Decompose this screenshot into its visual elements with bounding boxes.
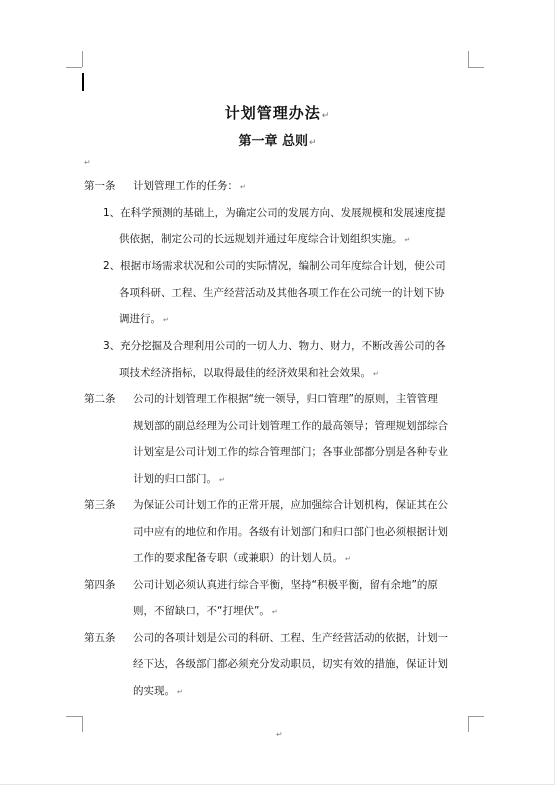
article-label: 第一条: [84, 180, 116, 192]
line-text: 项技术经济指标，以取得最佳的经济效果和社会效果。: [119, 367, 371, 379]
article-line: [119, 286, 445, 300]
footer-paragraph-mark: ↵: [276, 730, 283, 739]
line-text: 2、根据市场需求状况和公司的实际情况，编制公司年度综合计划，使公司: [103, 260, 446, 272]
empty-paragraph-mark: ↵: [84, 158, 91, 167]
paragraph-mark: ↵: [404, 236, 411, 244]
line-text: 公司的计划管理工作根据“统一领导，归口管理”的原则，主管管理: [133, 393, 438, 405]
line-text: 司中应有的地位和作用。各级有计划部门和归口部门也必须根据计划: [133, 526, 448, 538]
text-cursor[interactable]: [82, 73, 84, 91]
line-text: 3、充分挖掘及合理利用公司的一切人力、物力、财力，不断改善公司的各: [103, 340, 446, 352]
article-label: 第三条: [84, 499, 116, 511]
article-line: [119, 312, 169, 327]
article-line: [133, 578, 438, 592]
document-title[interactable]: 计划管理办法↵: [224, 104, 331, 122]
line-text: 则，不留缺口，不“打埋伏”。: [133, 605, 270, 617]
paragraph-mark: ↵: [240, 183, 246, 191]
line-text: 1、在科学预测的基础上，为确定公司的发展方向、发展规模和发展速度提: [103, 207, 446, 219]
line-text: 规划部的副总经理为公司计划管理工作的最高领导；管理规划部综合: [133, 420, 448, 432]
chapter-heading[interactable]: 第一章 总则↵: [238, 134, 317, 149]
line-text: 的实现。: [133, 685, 175, 697]
line-text: 供依据，制定公司的长远规划并通过年度综合计划组织实施。: [119, 233, 403, 245]
paragraph-mark: ↵: [271, 608, 278, 616]
article-line: [133, 419, 448, 433]
article-line: [133, 472, 225, 487]
line-text: 各项科研、工程、生产经营活动及其他各项工作在公司统一的计划下协: [119, 287, 445, 299]
article-line: [103, 259, 446, 273]
line-text: 公司的各项计划是公司的科研、工程、生产经营活动的依据，计划一: [133, 632, 448, 644]
article-line: [119, 366, 379, 381]
line-text: 经下达，各级部门都必须充分发动职员，切实有效的措施，保证计划: [133, 658, 448, 670]
article-line: [133, 684, 183, 699]
line-text: 为保证公司计划工作的正常开展，应加强综合计划机构，保证其在公: [133, 499, 448, 511]
article-label: 第五条: [84, 632, 116, 644]
paragraph-mark: ↵: [177, 688, 183, 696]
article-line: [119, 232, 410, 247]
line-text: 计划的归口部门。: [133, 473, 217, 485]
article-label: 第二条: [84, 393, 116, 405]
line-text: 计划管理工作的任务：: [133, 180, 238, 192]
paragraph-mark: ↵: [163, 316, 169, 324]
article-line: [133, 498, 448, 512]
line-text: 工作的要求配备专职（或兼职）的计划人员。: [133, 552, 343, 564]
paragraph-mark: ↵: [219, 476, 225, 484]
article-line: [133, 392, 438, 406]
article-line: [133, 445, 448, 459]
article-line: [133, 179, 246, 194]
paragraph-mark: ↵: [373, 370, 379, 378]
article-line: [133, 551, 351, 566]
line-text: 调进行。: [119, 313, 161, 325]
article-label: 第四条: [84, 579, 116, 591]
line-text: 公司计划必须认真进行综合平衡，坚持“积极平衡，留有余地”的原: [133, 579, 438, 591]
article-line: [133, 604, 278, 619]
paragraph-mark: ↵: [345, 555, 351, 563]
article-line: [103, 339, 446, 353]
article-line: [133, 657, 448, 671]
line-text: 计划室是公司计划工作的综合管理部门；各事业部都分别是各种专业: [133, 446, 448, 458]
article-line: [133, 631, 448, 645]
article-line: [133, 525, 448, 539]
article-line: [103, 206, 446, 220]
